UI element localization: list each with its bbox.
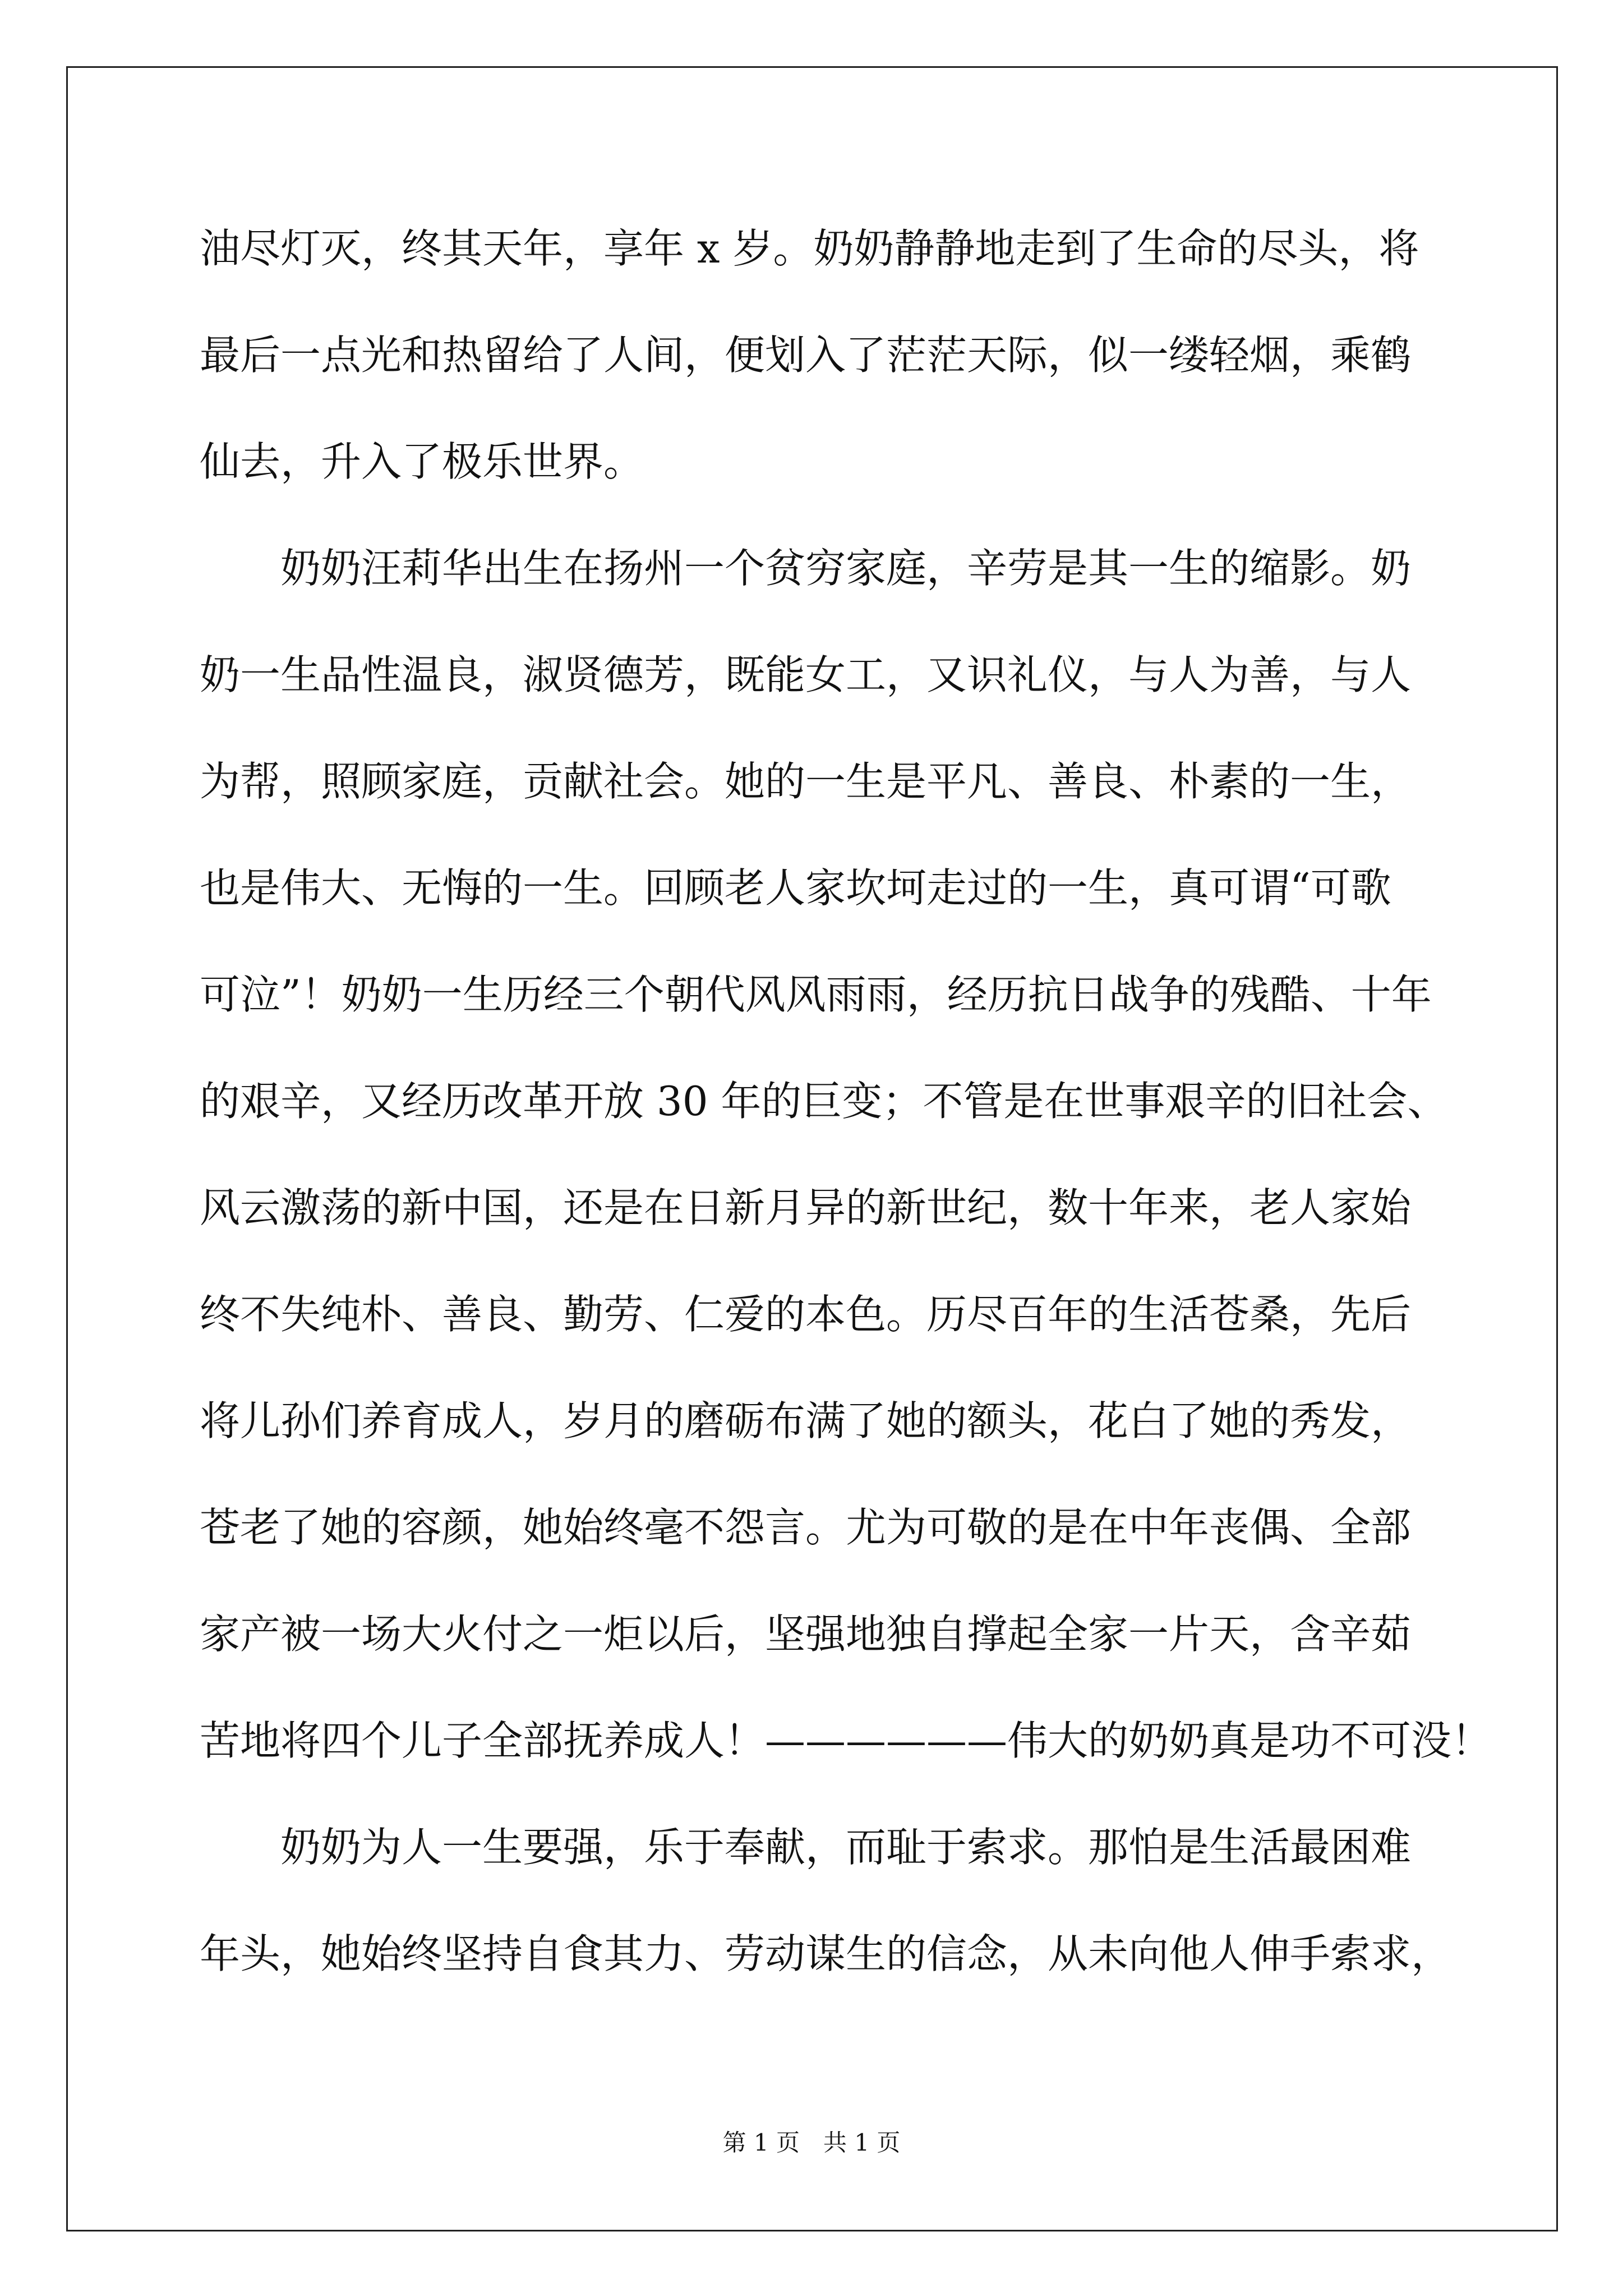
text-line: 苍老了她的容颜，她始终毫不怨言。尤为可敬的是在中年丧偶、全部 bbox=[200, 1504, 1412, 1551]
text-line: 奶一生品性温良，淑贤德芳，既能女工，又识礼仪，与人为善，与人 bbox=[200, 651, 1412, 698]
text-line: 油尽灯灭，终其天年，享年 x 岁。奶奶静静地走到了生命的尽头，将 bbox=[200, 225, 1419, 272]
text-line: 也是伟大、无悔的一生。回顾老人家坎坷走过的一生，真可谓“可歌 bbox=[200, 864, 1391, 912]
text-line: 奶奶为人一生要强，乐于奉献，而耻于索求。那怕是生活最困难 bbox=[200, 1824, 1412, 1871]
document-body bbox=[200, 218, 1492, 2030]
text-line: 家产被一场大火付之一炬以后，坚强地独自撑起全家一片天，含辛茹 bbox=[200, 1611, 1412, 1658]
text-line: 为帮，照顾家庭，贡献社会。她的一生是平凡、善良、朴素的一生， bbox=[200, 758, 1412, 805]
text-line: 的艰辛，又经历改革开放 30 年的巨变；不管是在世事艰辛的旧社会、 bbox=[200, 1078, 1448, 1125]
page-footer: 第 1 页 共 1 页 bbox=[722, 2129, 901, 2156]
text-line: 终不失纯朴、善良、勤劳、仁爱的本色。历尽百年的生活苍桑，先后 bbox=[200, 1291, 1412, 1338]
text-line: 最后一点光和热留给了人间，便划入了茫茫天际，似一缕轻烟，乘鹤 bbox=[200, 332, 1412, 379]
text-line: 苦地将四个儿子全部抚养成人！——————伟大的奶奶真是功不可没！ bbox=[200, 1717, 1492, 1764]
text-line: 年头，她始终坚持自食其力、劳动谋生的信念，从未向他人伸手索求， bbox=[200, 1930, 1452, 1977]
text-line: 风云激荡的新中国，还是在日新月异的新世纪，数十年来，老人家始 bbox=[200, 1184, 1412, 1231]
text-line: 奶奶汪莉华出生在扬州一个贫穷家庭，辛劳是其一生的缩影。奶 bbox=[200, 545, 1412, 592]
text-line: 将儿孙们养育成人，岁月的磨砺布满了她的额头，花白了她的秀发， bbox=[200, 1397, 1412, 1444]
text-line: 仙去，升入了极乐世界。 bbox=[200, 438, 644, 485]
text-line: 可泣”！奶奶一生历经三个朝代风风雨雨，经历抗日战争的残酷、十年 bbox=[200, 971, 1432, 1018]
